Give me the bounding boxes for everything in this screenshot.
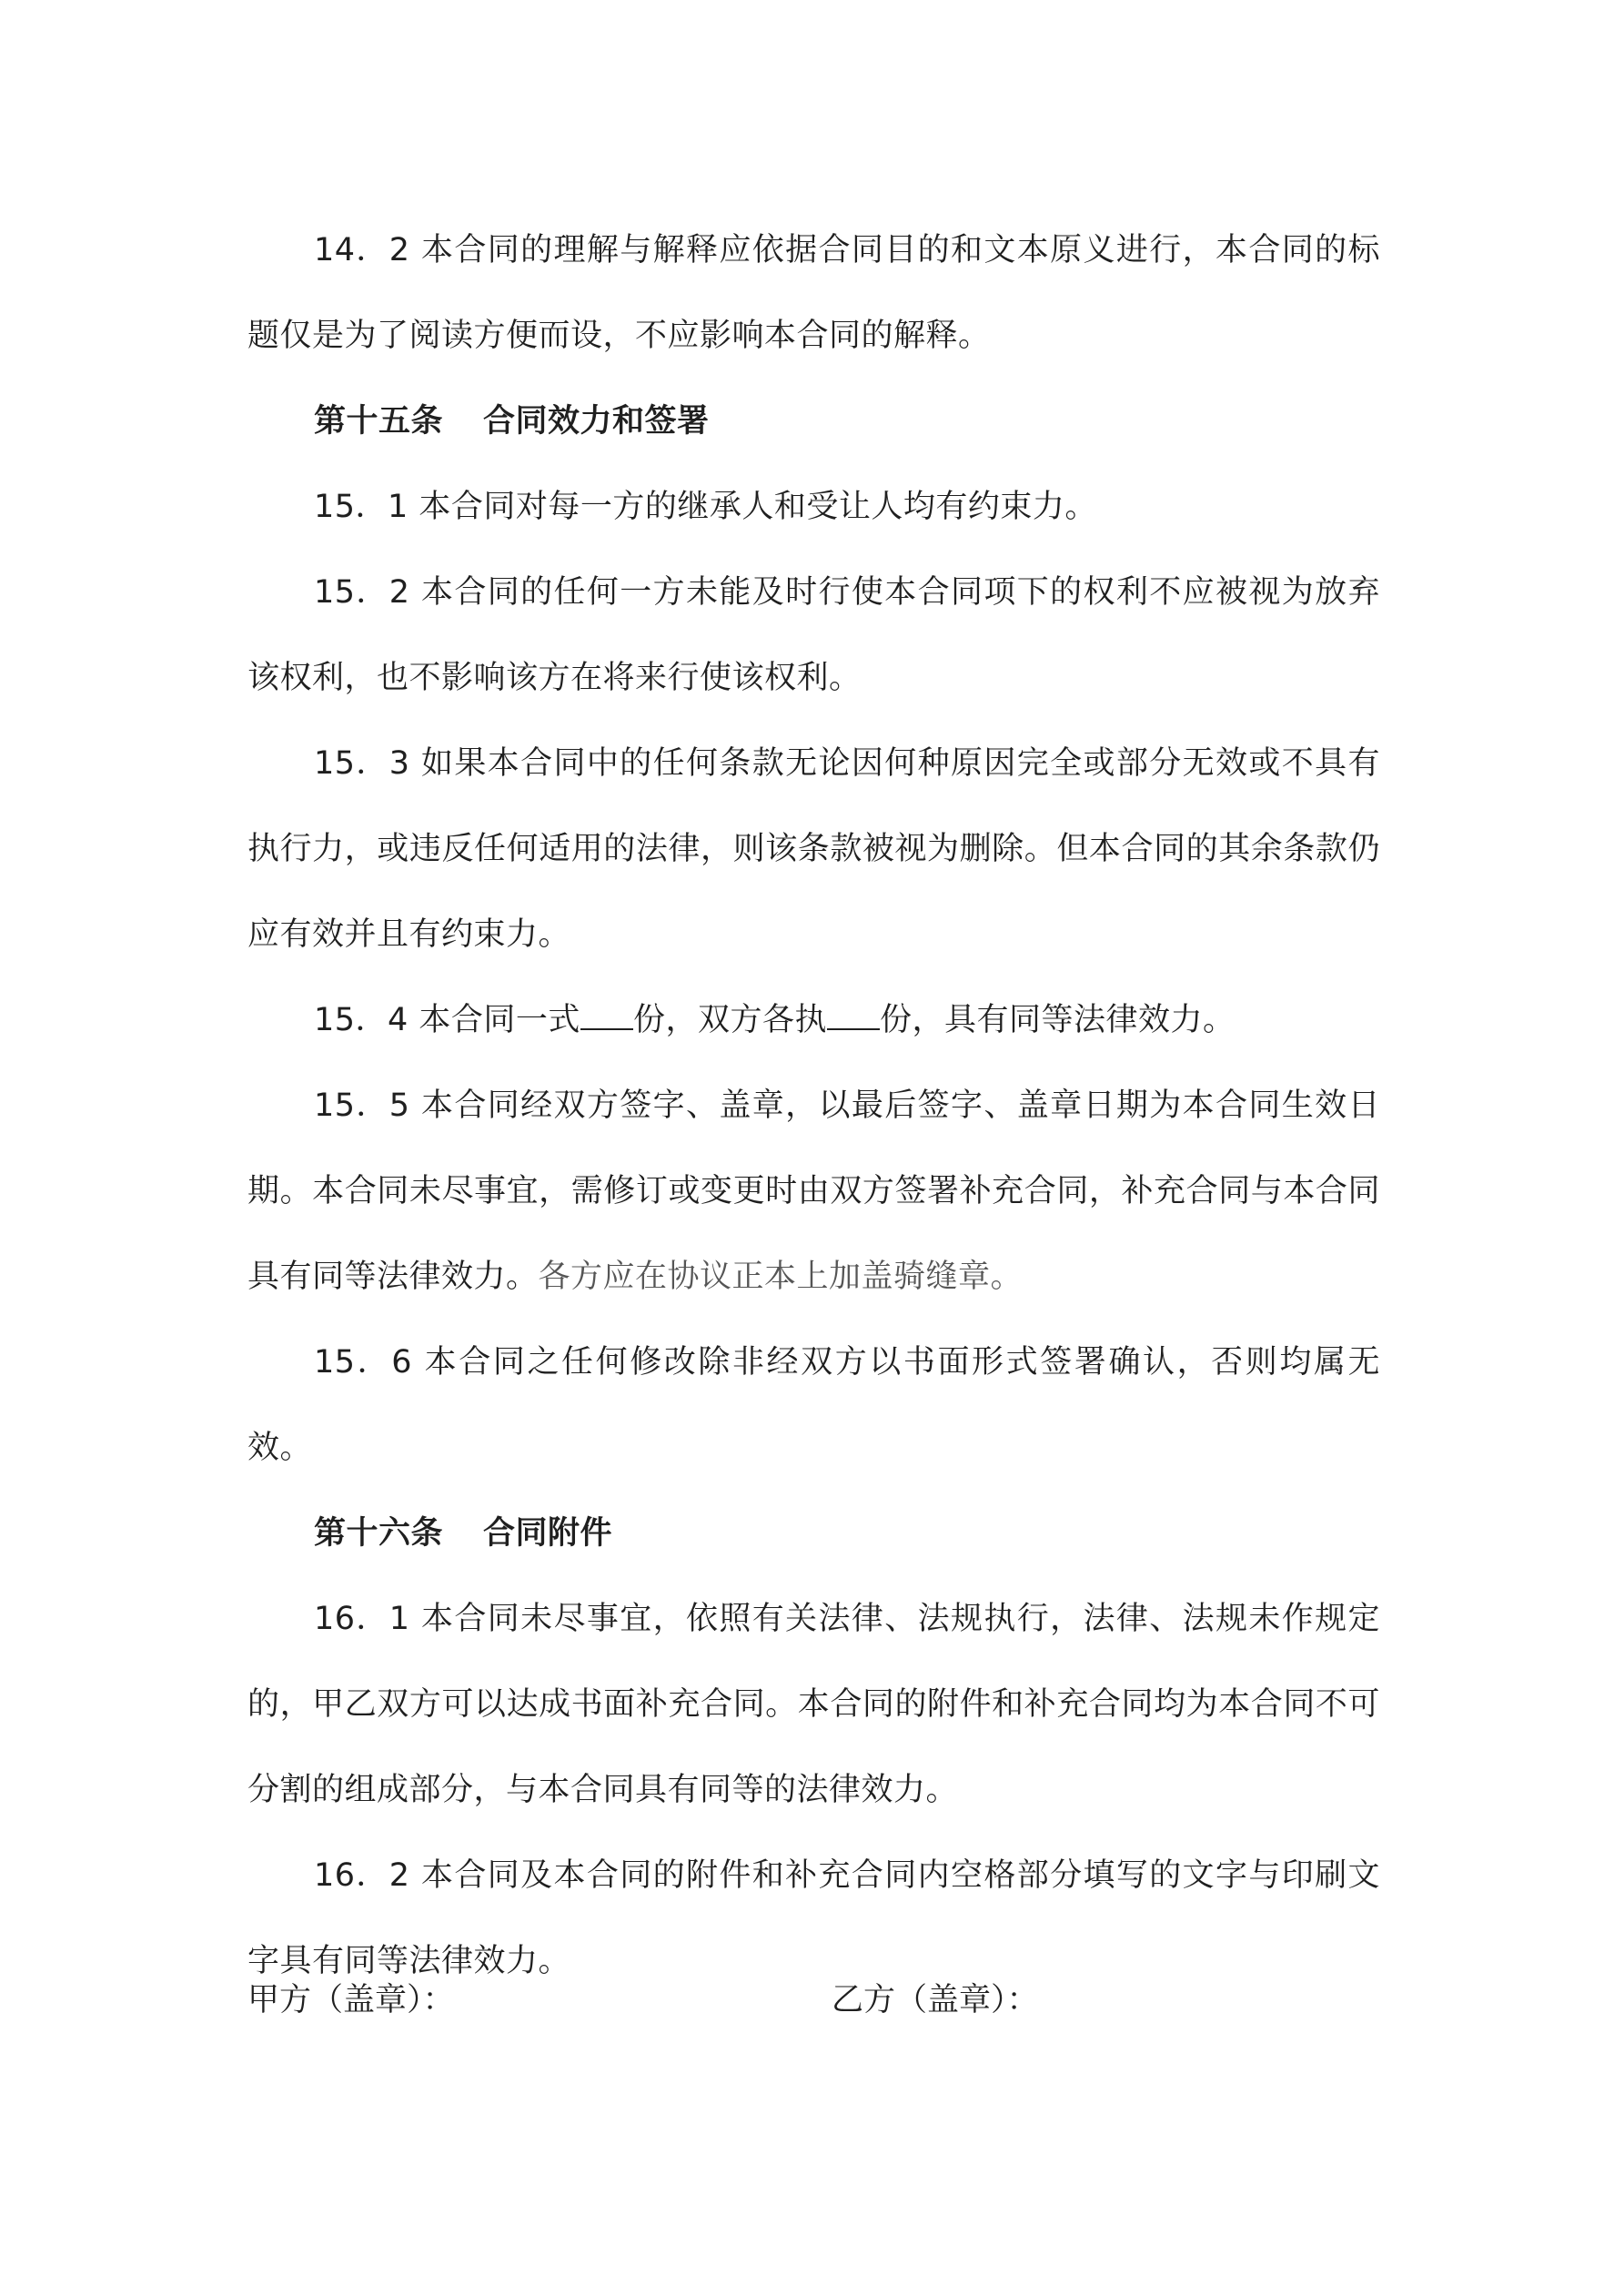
clause-15-3: 15．3 如果本合同中的任何条款无论因何种原因完全或部分无效或不具有执行力，或违反任何适用的法律，则该条款被视为删除。但本合同的其余条款仍应有效并且有约束力。 <box>247 745 1380 953</box>
article-16-number: 第十六条 <box>314 1515 444 1552</box>
clause-15-4-part-b: 份，双方各执 <box>632 1002 827 1038</box>
clause-15-2: 15．2 本合同的任何一方未能及时行使本合同项下的权利不应被视为放弃该权利，也不影响该方在将来行使该权利。 <box>247 574 1380 696</box>
contract-body <box>247 207 1380 2004</box>
clause-15-6: 15．6 本合同之任何修改除非经双方以书面形式签署确认，否则均属无效。 <box>247 1344 1380 1466</box>
article-15-title: 合同效力和签署 <box>483 403 710 440</box>
clause-14-2: 14．2 本合同的理解与解释应依据合同目的和文本原义进行，本合同的标题仅是为了阅读方便而设，不应影响本合同的解释。 <box>247 232 1380 354</box>
signature-row <box>247 1957 1380 2043</box>
party-b-seal-label: 乙方（盖章）： <box>832 1982 1039 2018</box>
copies-total-blank[interactable] <box>580 1001 633 1030</box>
clause-16-2: 16．2 本合同及本合同的附件和补充合同内空格部分填写的文字与印刷文字具有同等法律效力。 <box>247 1857 1380 1979</box>
clause-15-5 <box>247 1063 1380 1320</box>
article-16-title: 合同附件 <box>483 1515 613 1552</box>
article-16-heading <box>247 1491 1380 1576</box>
clause-15-4-part-a: 15．4 本合同一式 <box>314 1002 580 1038</box>
clause-15-5-note: 各方应在协议正本上加盖骑缝章。 <box>538 1259 1024 1295</box>
article-15-number: 第十五条 <box>314 403 444 440</box>
article-15-heading <box>247 379 1380 464</box>
clause-16-1: 16．1 本合同未尽事宜，依照有关法律、法规执行，法律、法规未作规定的，甲乙双方可以达成书面补充合同。本合同的附件和补充合同均为本合同不可分割的组成部分，与本合同具有同等的法律效力。 <box>247 1601 1380 1808</box>
clause-15-5-main: 15．5 本合同经双方签字、盖章，以最后签字、盖章日期为本合同生效日期。本合同未尽事宜，需修订或变更时由双方签署补充合同，补充合同与本合同具有同等法律效力。 <box>247 1087 1380 1295</box>
clause-15-4 <box>247 977 1380 1063</box>
party-a-seal-label: 甲方（盖章）： <box>247 1982 455 2018</box>
clause-15-1: 15．1 本合同对每一方的继承人和受让人均有约束力。 <box>314 489 1097 525</box>
clause-15-4-part-c: 份，具有同等法律效力。 <box>879 1002 1236 1038</box>
copies-each-blank[interactable] <box>827 1001 880 1030</box>
